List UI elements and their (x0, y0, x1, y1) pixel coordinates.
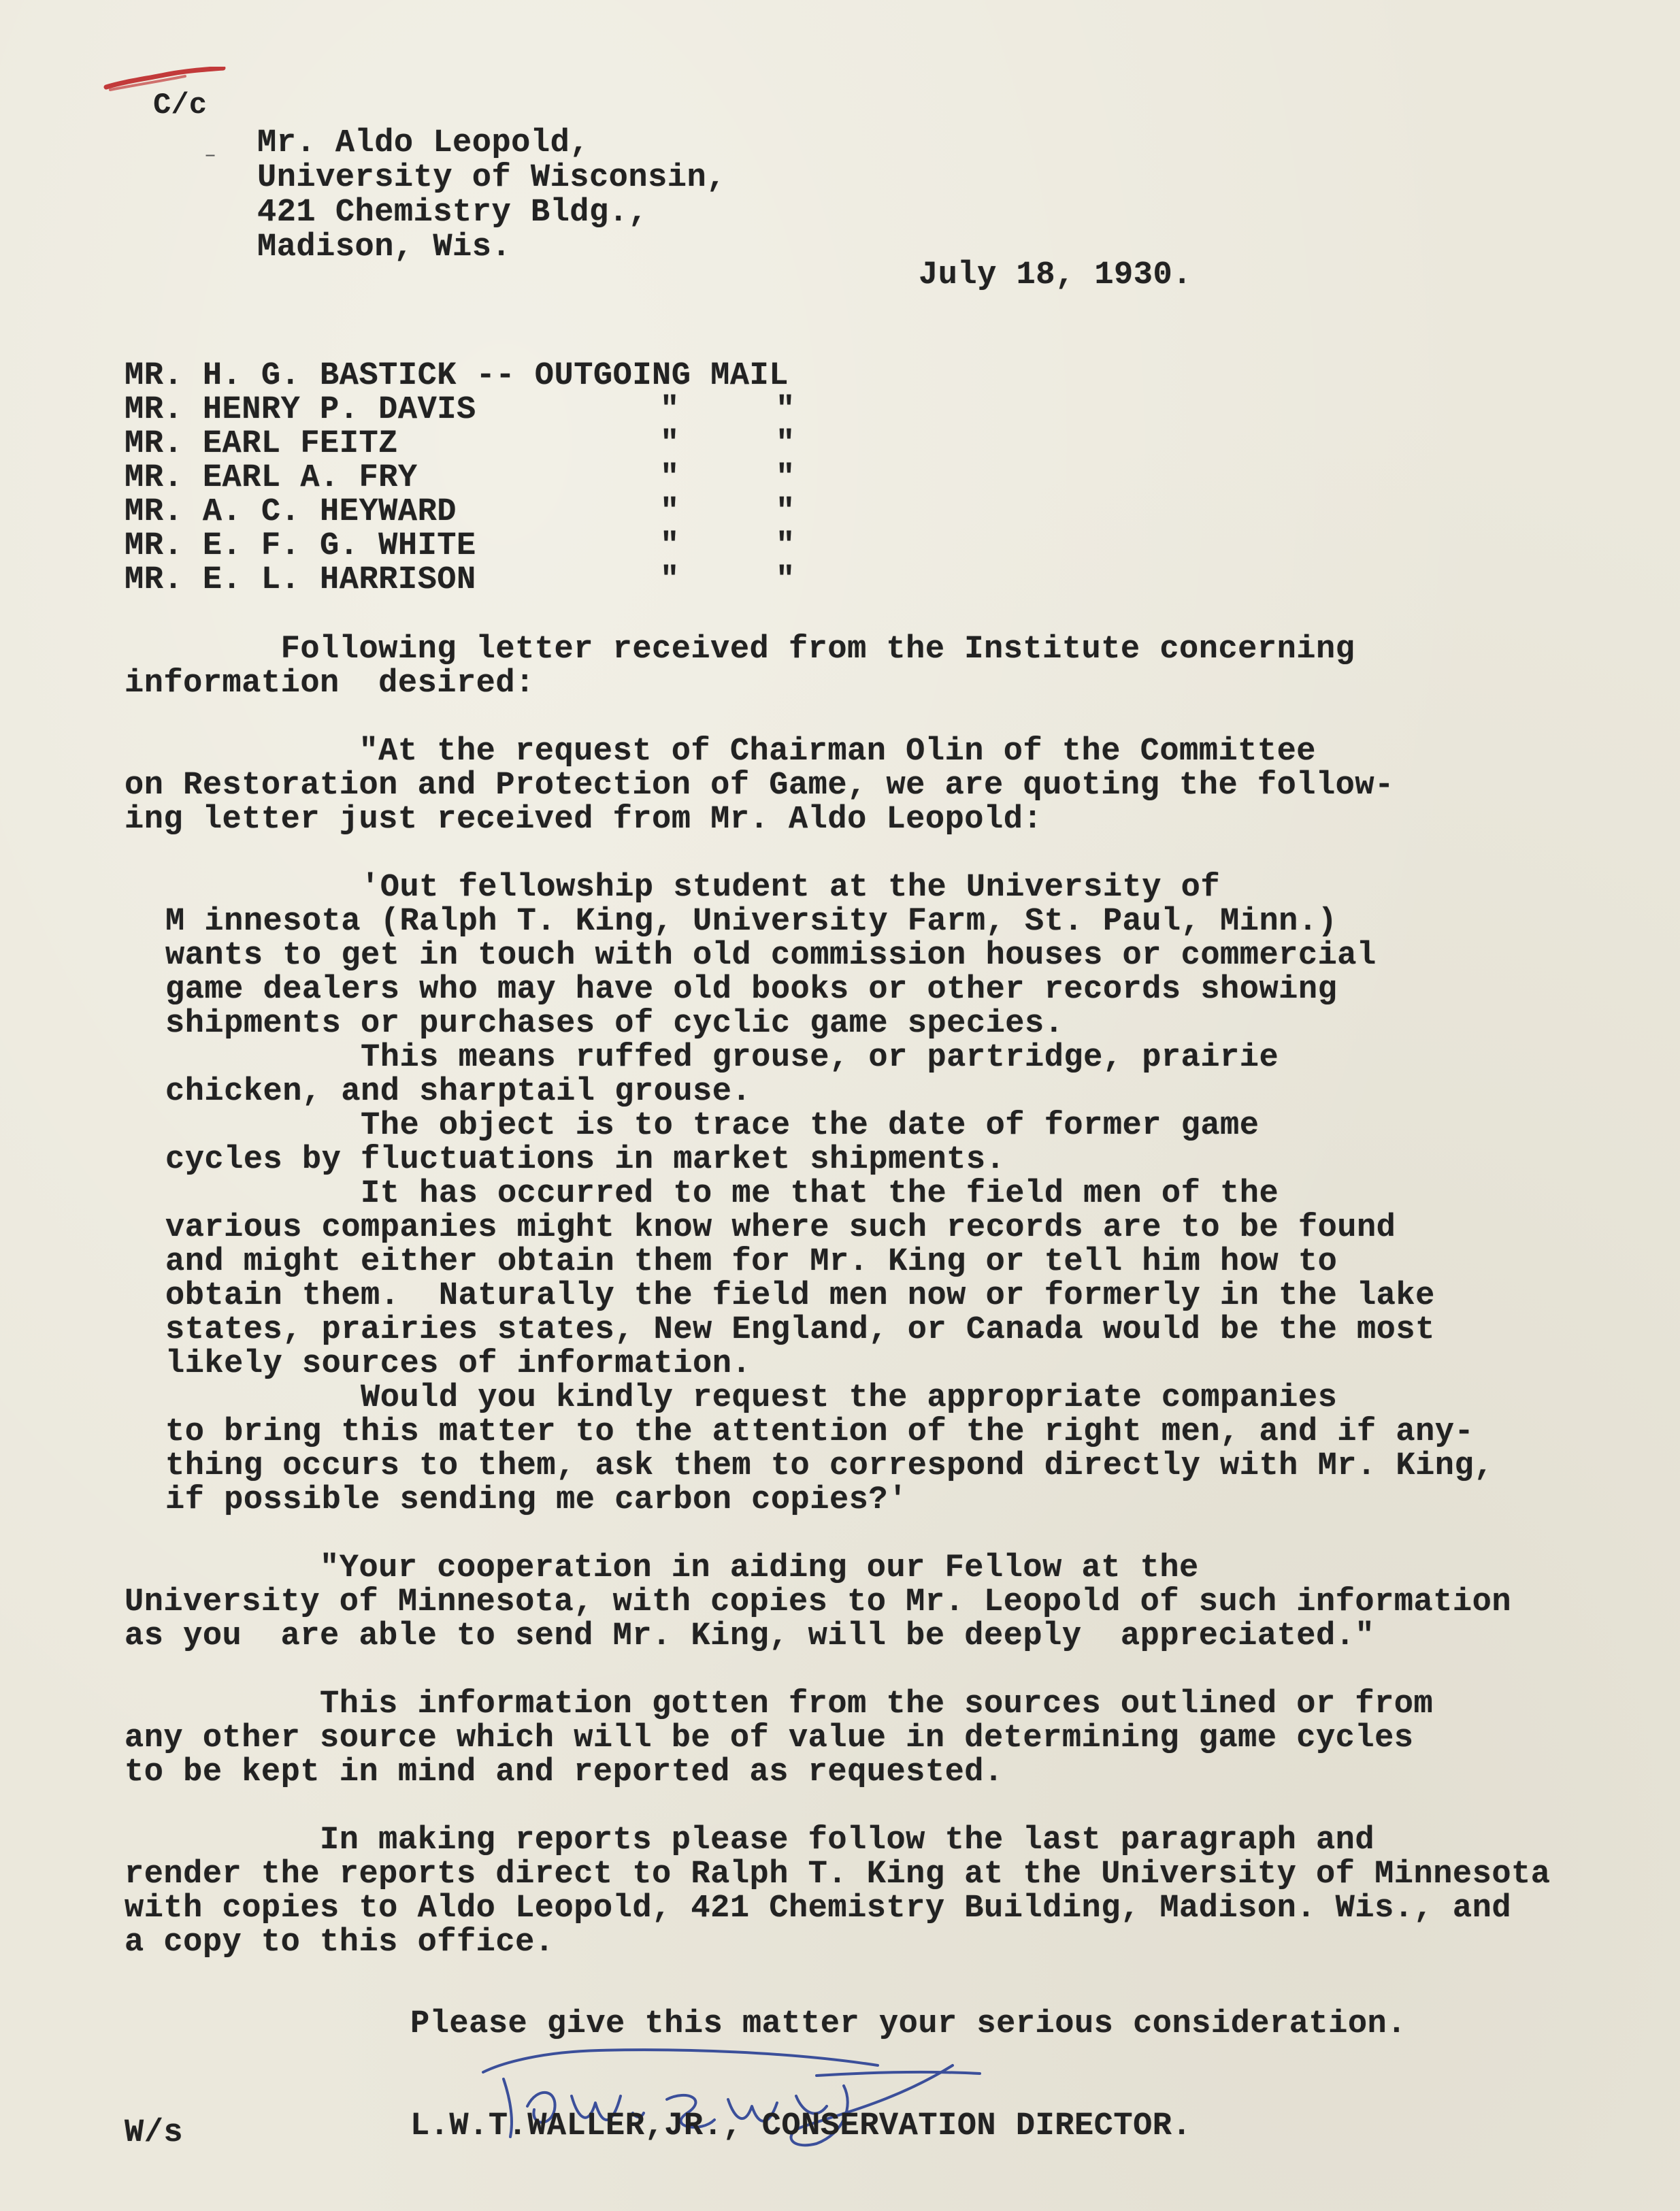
leopold-letter-line: shipments or purchases of cyclic game species. (165, 1006, 1064, 1042)
reports-line: In making reports please follow the last paragraph and (125, 1822, 1375, 1858)
ditto-mark: " (776, 460, 795, 496)
margin-tick-mark: – (204, 144, 217, 167)
letter-date: July 18, 1930. (919, 257, 1192, 293)
address-line: Mr. Aldo Leopold, (257, 125, 589, 161)
signatory-line: L.W.T.WALLER,JR., CONSERVATION DIRECTOR. (410, 2108, 1192, 2144)
leopold-letter-line: game dealers who may have old books or other records showing (165, 972, 1338, 1008)
leopold-letter-line: The object is to trace the date of former game (165, 1108, 1259, 1144)
reports-line: render the reports direct to Ralph T. King at the University of Minnesota (125, 1856, 1551, 1893)
leopold-letter-line: and might either obtain them for Mr. King or tell him how to (165, 1244, 1338, 1280)
reports-line: a copy to this office. (125, 1925, 555, 1961)
leopold-letter-line: chicken, and sharptail grouse. (165, 1074, 752, 1110)
quote-intro-line: ing letter just received from Mr. Aldo Leopold: (125, 802, 1043, 838)
leopold-letter-line: M innesota (Ralph T. King, University Farm, St. Paul, Minn.) (165, 904, 1338, 940)
leopold-letter-line: It has occurred to me that the field men of the (165, 1176, 1279, 1212)
information-line: to be kept in mind and reported as requested. (125, 1754, 1004, 1790)
typist-initials: W/s (125, 2115, 184, 2151)
quote-intro-line: on Restoration and Protection of Game, we are quoting the follow- (125, 768, 1394, 804)
reports-line: with copies to Aldo Leopold, 421 Chemistry Building, Madison. Wis., and (125, 1890, 1512, 1927)
cooperation-line: as you are able to send Mr. King, will be deeply appreciated." (125, 1618, 1375, 1654)
ditto-mark: " (776, 426, 795, 462)
cooperation-line: University of Minnesota, with copies to Mr. Leopold of such information (125, 1584, 1512, 1620)
intro-line: Following letter received from the Institute concerning (125, 632, 1355, 668)
ditto-mark: " (776, 562, 795, 598)
distribution-name: MR. E. F. G. WHITE (125, 528, 476, 564)
ditto-mark: " (776, 494, 795, 530)
ditto-mark: " (660, 528, 680, 564)
ditto-mark: " (776, 392, 795, 428)
leopold-letter-line: obtain them. Naturally the field men now or formerly in the lake (165, 1278, 1435, 1314)
leopold-letter-line: various companies might know where such records are to be found (165, 1210, 1396, 1246)
leopold-letter-line: 'Out fellowship student at the University of (165, 870, 1221, 906)
distribution-name: MR. EARL FEITZ (125, 426, 398, 462)
information-line: This information gotten from the sources outlined or from (125, 1686, 1434, 1722)
closing-line: Please give this matter your serious consideration. (410, 2006, 1406, 2042)
leopold-letter-line: wants to get in touch with old commission houses or commercial (165, 938, 1377, 974)
quote-intro-line: "At the request of Chairman Olin of the Committee (125, 734, 1316, 770)
address-line: Madison, Wis. (257, 229, 512, 265)
intro-line: information desired: (125, 666, 535, 702)
cooperation-line: "Your cooperation in aiding our Fellow at the (125, 1550, 1199, 1586)
leopold-letter-line: likely sources of information. (165, 1346, 752, 1382)
ditto-mark: " (660, 460, 680, 496)
distribution-name: MR. HENRY P. DAVIS (125, 392, 476, 428)
leopold-letter-line: This means ruffed grouse, or partridge, prairie (165, 1040, 1279, 1076)
distribution-name: MR. E. L. HARRISON (125, 562, 476, 598)
distribution-name: MR. A. C. HEYWARD (125, 494, 457, 530)
ditto-mark: " (660, 426, 680, 462)
ditto-mark: " (660, 494, 680, 530)
leopold-letter-line: to bring this matter to the attention of the right men, and if any- (165, 1414, 1475, 1450)
address-line: University of Wisconsin, (257, 160, 726, 196)
leopold-letter-line: if possible sending me carbon copies?' (165, 1482, 908, 1518)
ditto-mark: " (776, 528, 795, 564)
leopold-letter-line: thing occurs to them, ask them to correspond directly with Mr. King, (165, 1448, 1494, 1484)
leopold-letter-line: Would you kindly request the appropriate companies (165, 1380, 1338, 1416)
ditto-mark: " (660, 392, 680, 428)
distribution-first: MR. H. G. BASTICK -- OUTGOING MAIL (125, 358, 789, 394)
leopold-letter-line: cycles by fluctuations in market shipments. (165, 1142, 1006, 1178)
information-line: any other source which will be of value in determining game cycles (125, 1720, 1414, 1756)
ditto-mark: " (660, 562, 680, 598)
address-line: 421 Chemistry Bldg., (257, 195, 648, 231)
leopold-letter-line: states, prairies states, New England, or Canada would be the most (165, 1312, 1435, 1348)
copy-notation: C/c (153, 88, 208, 122)
distribution-name: MR. EARL A. FRY (125, 460, 418, 496)
